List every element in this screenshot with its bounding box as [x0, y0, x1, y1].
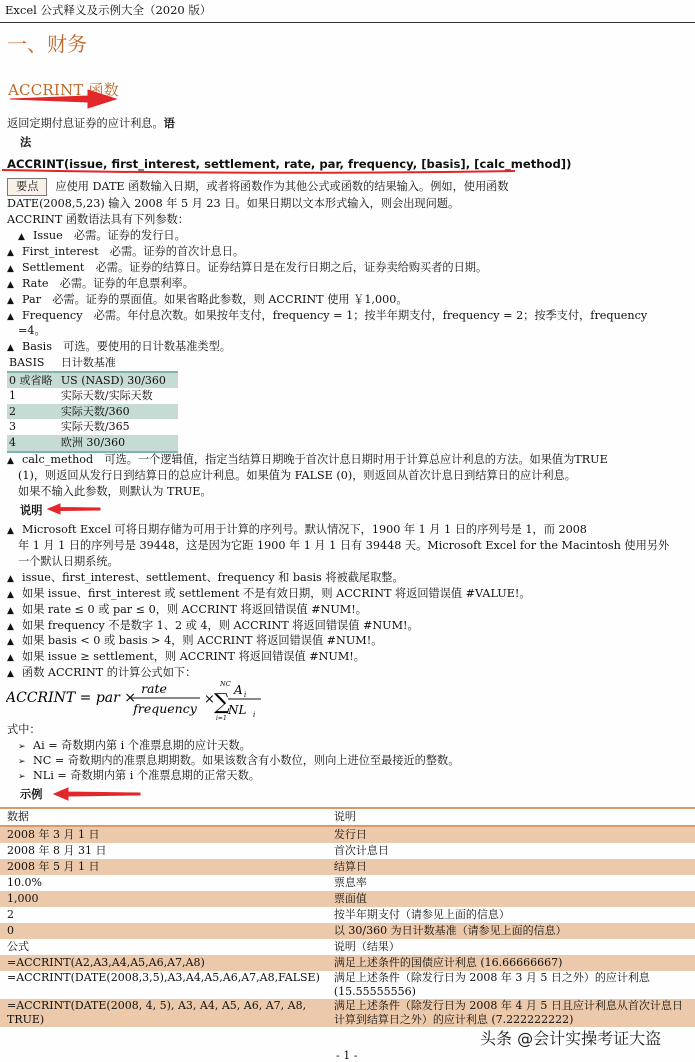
table-cell: 公式 [7, 940, 29, 953]
arg-par [7, 292, 408, 310]
table-cell: 2008 年 3 月 1 日 [0, 826, 327, 843]
table-row [7, 372, 178, 389]
table-row [0, 923, 695, 939]
table-cell: 10.0% [7, 876, 42, 889]
table-row [7, 404, 178, 420]
arg-rate [7, 276, 194, 294]
note-7 [7, 649, 365, 667]
accrint-formula [6, 677, 276, 723]
bullet-icon: ▲ [7, 280, 14, 290]
example-heading: 示例 [20, 787, 43, 801]
basis-table [7, 355, 178, 453]
note-text: 如果 rate ≤ 0 或 par ≤ 0，则 ACCRINT 将返回错误值 #NUM!。 [22, 603, 367, 616]
table-header-cell: BASIS [7, 355, 59, 372]
frac2-numerator: A [234, 683, 243, 697]
calc-method-1 [7, 452, 608, 470]
table-header-cell: 日计数基准 [59, 355, 178, 372]
red-underline-icon [0, 168, 520, 178]
page-number: - 1 - [336, 1049, 358, 1062]
red-arrow-icon [8, 86, 118, 112]
table-cell: =ACCRINT(A2,A3,A4,A5,A6,A7,A8) [0, 955, 327, 971]
note-text: 如果 basis < 0 或 basis > 4，则 ACCRINT 将返回错误值 #NUM!。 [22, 634, 383, 647]
formula-lhs: ACCRINT = par × [6, 690, 137, 706]
example-table [0, 807, 695, 1027]
note-1-cont: 年 1 月 1 日的序列号是 39448，这是因为它距 1900 年 1 月 1 日有 39448 天。Microsoft Excel for the Macintosh 使用另外 [18, 539, 670, 552]
formula-denominator: frequency [133, 701, 197, 716]
table-cell: 满足上述条件（除发行日为 2008 年 3 月 5 日之外）的应计利息 (15.55555556) [333, 971, 650, 998]
intro-text: 返回定期付息证券的应计利息。 [7, 117, 164, 130]
table-cell: 0 [0, 923, 327, 939]
table-cell: 欧洲 30/360 [59, 435, 178, 452]
arg-text: Settlement 必需。证券的结算日。证券结算日是在发行日期之后，证券卖给购买者的日期。 [22, 261, 488, 274]
table-row [7, 419, 178, 435]
table-header-cell: 说明 [327, 808, 695, 826]
arg-text: Issue 必需。证券的发行日。 [33, 229, 186, 242]
sigma-icon: ∑ [214, 690, 230, 715]
table-row [0, 875, 695, 891]
where-label: 式中： [7, 723, 41, 736]
frac2-denominator-sub: i [253, 711, 256, 719]
table-cell: 实际天数/365 [60, 420, 130, 434]
table-row [0, 859, 695, 875]
table-header-row [7, 355, 178, 372]
calc-method-2: (1)，则返回从发行日到结算日的总应计利息。如果值为 FALSE (0)，则返回从首次计息日到结算日的应计利息。 [18, 469, 576, 482]
document-header [0, 0, 695, 23]
bullet-icon: ▲ [7, 343, 14, 353]
arg-settlement [7, 260, 487, 278]
bullet-icon: ▲ [7, 456, 14, 466]
table-row [0, 843, 695, 859]
where-text: NC = 奇数期内的准票息期期数。如果该数含有小数位，则向上进位至最接近的整数。 [33, 754, 460, 767]
arg-issue [18, 228, 186, 246]
table-row [0, 955, 695, 971]
table-cell: 0 或省略 [7, 372, 59, 389]
arg-basis [7, 339, 231, 357]
table-cell: 说明（结果） [333, 940, 400, 953]
arg-frequency [7, 308, 647, 326]
where-text: Ai = 奇数期内第 i 个准票息期的应计天数。 [33, 739, 251, 752]
table-row [0, 999, 695, 1027]
table-cell: 2008 年 8 月 31 日 [7, 844, 107, 857]
note-2 [7, 570, 404, 588]
note-text: 如果 issue、first_interest 或 settlement 不是有效日期，则 ACCRINT 将返回错误值 #VALUE!。 [22, 587, 531, 600]
red-arrow-icon [46, 502, 102, 516]
bullet-icon: ▲ [7, 590, 14, 600]
bullet-icon: ▲ [7, 669, 14, 679]
table-cell: 首次计息日 [333, 844, 389, 857]
frac2-denominator: NL [228, 703, 247, 717]
syntax-word-1: 语 [163, 116, 175, 130]
table-row [0, 826, 695, 843]
red-arrow-icon [52, 786, 142, 802]
note-1-cont2: 一个默认日期系统。 [18, 555, 119, 568]
table-row [0, 939, 695, 955]
arrow-bullet-icon: ➢ [18, 742, 26, 752]
bullet-icon: ▲ [7, 637, 14, 647]
note-6 [7, 633, 382, 651]
table-cell: 票面值 [327, 891, 695, 907]
bullet-icon: ▲ [7, 264, 14, 274]
table-cell: 2008 年 5 月 1 日 [0, 859, 327, 875]
arg-text: Par 必需。证券的票面值。如果省略此参数，则 ACCRINT 使用 ￥1,000。 [22, 293, 408, 306]
notes-heading: 说明 [20, 503, 43, 517]
table-cell: 以 30/360 为日计数基准（请参见上面的信息） [327, 923, 695, 939]
important-line-1 [7, 178, 509, 196]
note-text: 如果 frequency 不是数字 1、2 或 4，则 ACCRINT 将返回错误值 #NUM!。 [22, 619, 419, 632]
table-cell: 满足上述条件的国债应计利息 (16.66666667) [327, 955, 695, 971]
formula-times: × [204, 692, 215, 707]
note-text: 函数 ACCRINT 的计算公式如下： [22, 666, 197, 679]
intro-line [7, 116, 175, 132]
where-text: NLi = 奇数期内第 i 个准票息期的正常天数。 [33, 769, 260, 782]
syntax-word-2: 法 [20, 135, 32, 149]
table-cell: 发行日 [327, 826, 695, 843]
note-text: 如果 issue ≥ settlement，则 ACCRINT 将返回错误值 #NUM!。 [22, 650, 365, 663]
bullet-icon: ▲ [7, 526, 14, 536]
table-cell: 1 [9, 389, 16, 403]
arg-text: Basis 可选。要使用的日计数基准类型。 [22, 340, 231, 353]
bullet-icon: ▲ [7, 574, 14, 584]
bullet-icon: ▲ [7, 296, 14, 306]
table-header-row [0, 808, 695, 826]
table-cell: =ACCRINT(DATE(2008, 4, 5), A3, A4, A5, A6, A7, A8, TRUE) [0, 999, 327, 1027]
important-tag: 要点 [7, 178, 47, 196]
arg-text: Frequency 必需。年付息次数。如果按年支付，frequency = 1；按半年期支付，frequency = 2；按季支付，frequency [22, 309, 648, 322]
note-text: issue、first_interest、settlement、frequency 和 basis 将被截尾取整。 [22, 571, 404, 584]
table-row [0, 891, 695, 907]
table-row [0, 907, 695, 923]
function-title: ACCRINT 函数 [8, 81, 119, 99]
header-text: Excel 公式释义及示例大全（2020 版） [5, 3, 212, 17]
bullet-icon: ▲ [7, 622, 14, 632]
arg-first-interest [7, 244, 244, 262]
where-item-nli [18, 768, 260, 786]
bullet-icon: ▲ [18, 232, 25, 242]
table-cell: 满足上述条件（除发行日为 2008 年 4 月 5 日且应计利息从首次计息日计算到结算日之外）的应计利息 (7.222222222) [327, 999, 695, 1027]
arg-frequency-cont: =4。 [18, 324, 46, 337]
calc-method-3: 如果不输入此参数，则默认为 TRUE。 [18, 485, 212, 498]
args-intro: ACCRINT 函数语法具有下列参数： [7, 213, 189, 226]
formula-numerator: rate [141, 681, 167, 696]
important-text-1: 应使用 DATE 函数输入日期，或者将函数作为其他公式或函数的结果输入。例如，使用函数 [55, 180, 509, 193]
table-cell: 实际天数/360 [59, 404, 178, 420]
note-4 [7, 602, 367, 620]
note-1 [7, 522, 587, 540]
table-cell: 按半年期支付（请参见上面的信息） [333, 908, 510, 921]
syntax-line: ACCRINT(issue, first_interest, settlement, rate, par, frequency, [basis], [calc_method]) [7, 157, 572, 171]
important-text-2: DATE(2008,5,23) 输入 2008 年 5 月 23 日。如果日期以文本形式输入，则会出现问题。 [7, 197, 460, 210]
note-text: Microsoft Excel 可将日期存储为可用于计算的序列号。默认情况下，1900 年 1 月 1 日的序列号是 1，而 2008 [22, 523, 587, 536]
table-cell: 4 [7, 435, 59, 452]
table-cell: 2 [7, 404, 59, 420]
table-cell: 1,000 [0, 891, 327, 907]
arg-text: First_interest 必需。证券的首次计息日。 [22, 245, 245, 258]
note-3 [7, 586, 531, 604]
table-row [7, 388, 178, 404]
arg-text: Rate 必需。证券的年息票利率。 [22, 277, 194, 290]
table-cell: US (NASD) 30/360 [59, 372, 178, 389]
table-cell: 3 [9, 420, 16, 434]
sigma-lower: i=1 [216, 715, 227, 722]
table-cell: 实际天数/实际天数 [60, 389, 153, 403]
arrow-bullet-icon: ➢ [18, 757, 26, 767]
table-cell: 2 [7, 908, 14, 921]
table-cell: 结算日 [327, 859, 695, 875]
bullet-icon: ▲ [7, 653, 14, 663]
table-row [0, 971, 695, 999]
table-cell: 票息率 [333, 876, 367, 889]
bullet-icon: ▲ [7, 248, 14, 258]
bullet-icon: ▲ [7, 312, 14, 322]
calc-method-text: calc_method 可选。一个逻辑值，指定当结算日期晚于首次计息日期时用于计算总应计利息的方法。如果值为TRUE [22, 453, 608, 466]
sigma-upper: NC [220, 680, 231, 688]
arrow-bullet-icon: ➢ [18, 772, 26, 782]
table-cell: =ACCRINT(DATE(2008,3,5),A3,A4,A5,A6,A7,A8,FALSE) [7, 971, 320, 984]
bullet-icon: ▲ [7, 606, 14, 616]
frac2-numerator-sub: i [244, 691, 247, 699]
table-row [7, 435, 178, 452]
chapter-title: 一、财务 [7, 32, 87, 56]
watermark: 头条 @会计实操考证大盗 [480, 1029, 662, 1048]
table-header-cell: 数据 [0, 808, 327, 826]
